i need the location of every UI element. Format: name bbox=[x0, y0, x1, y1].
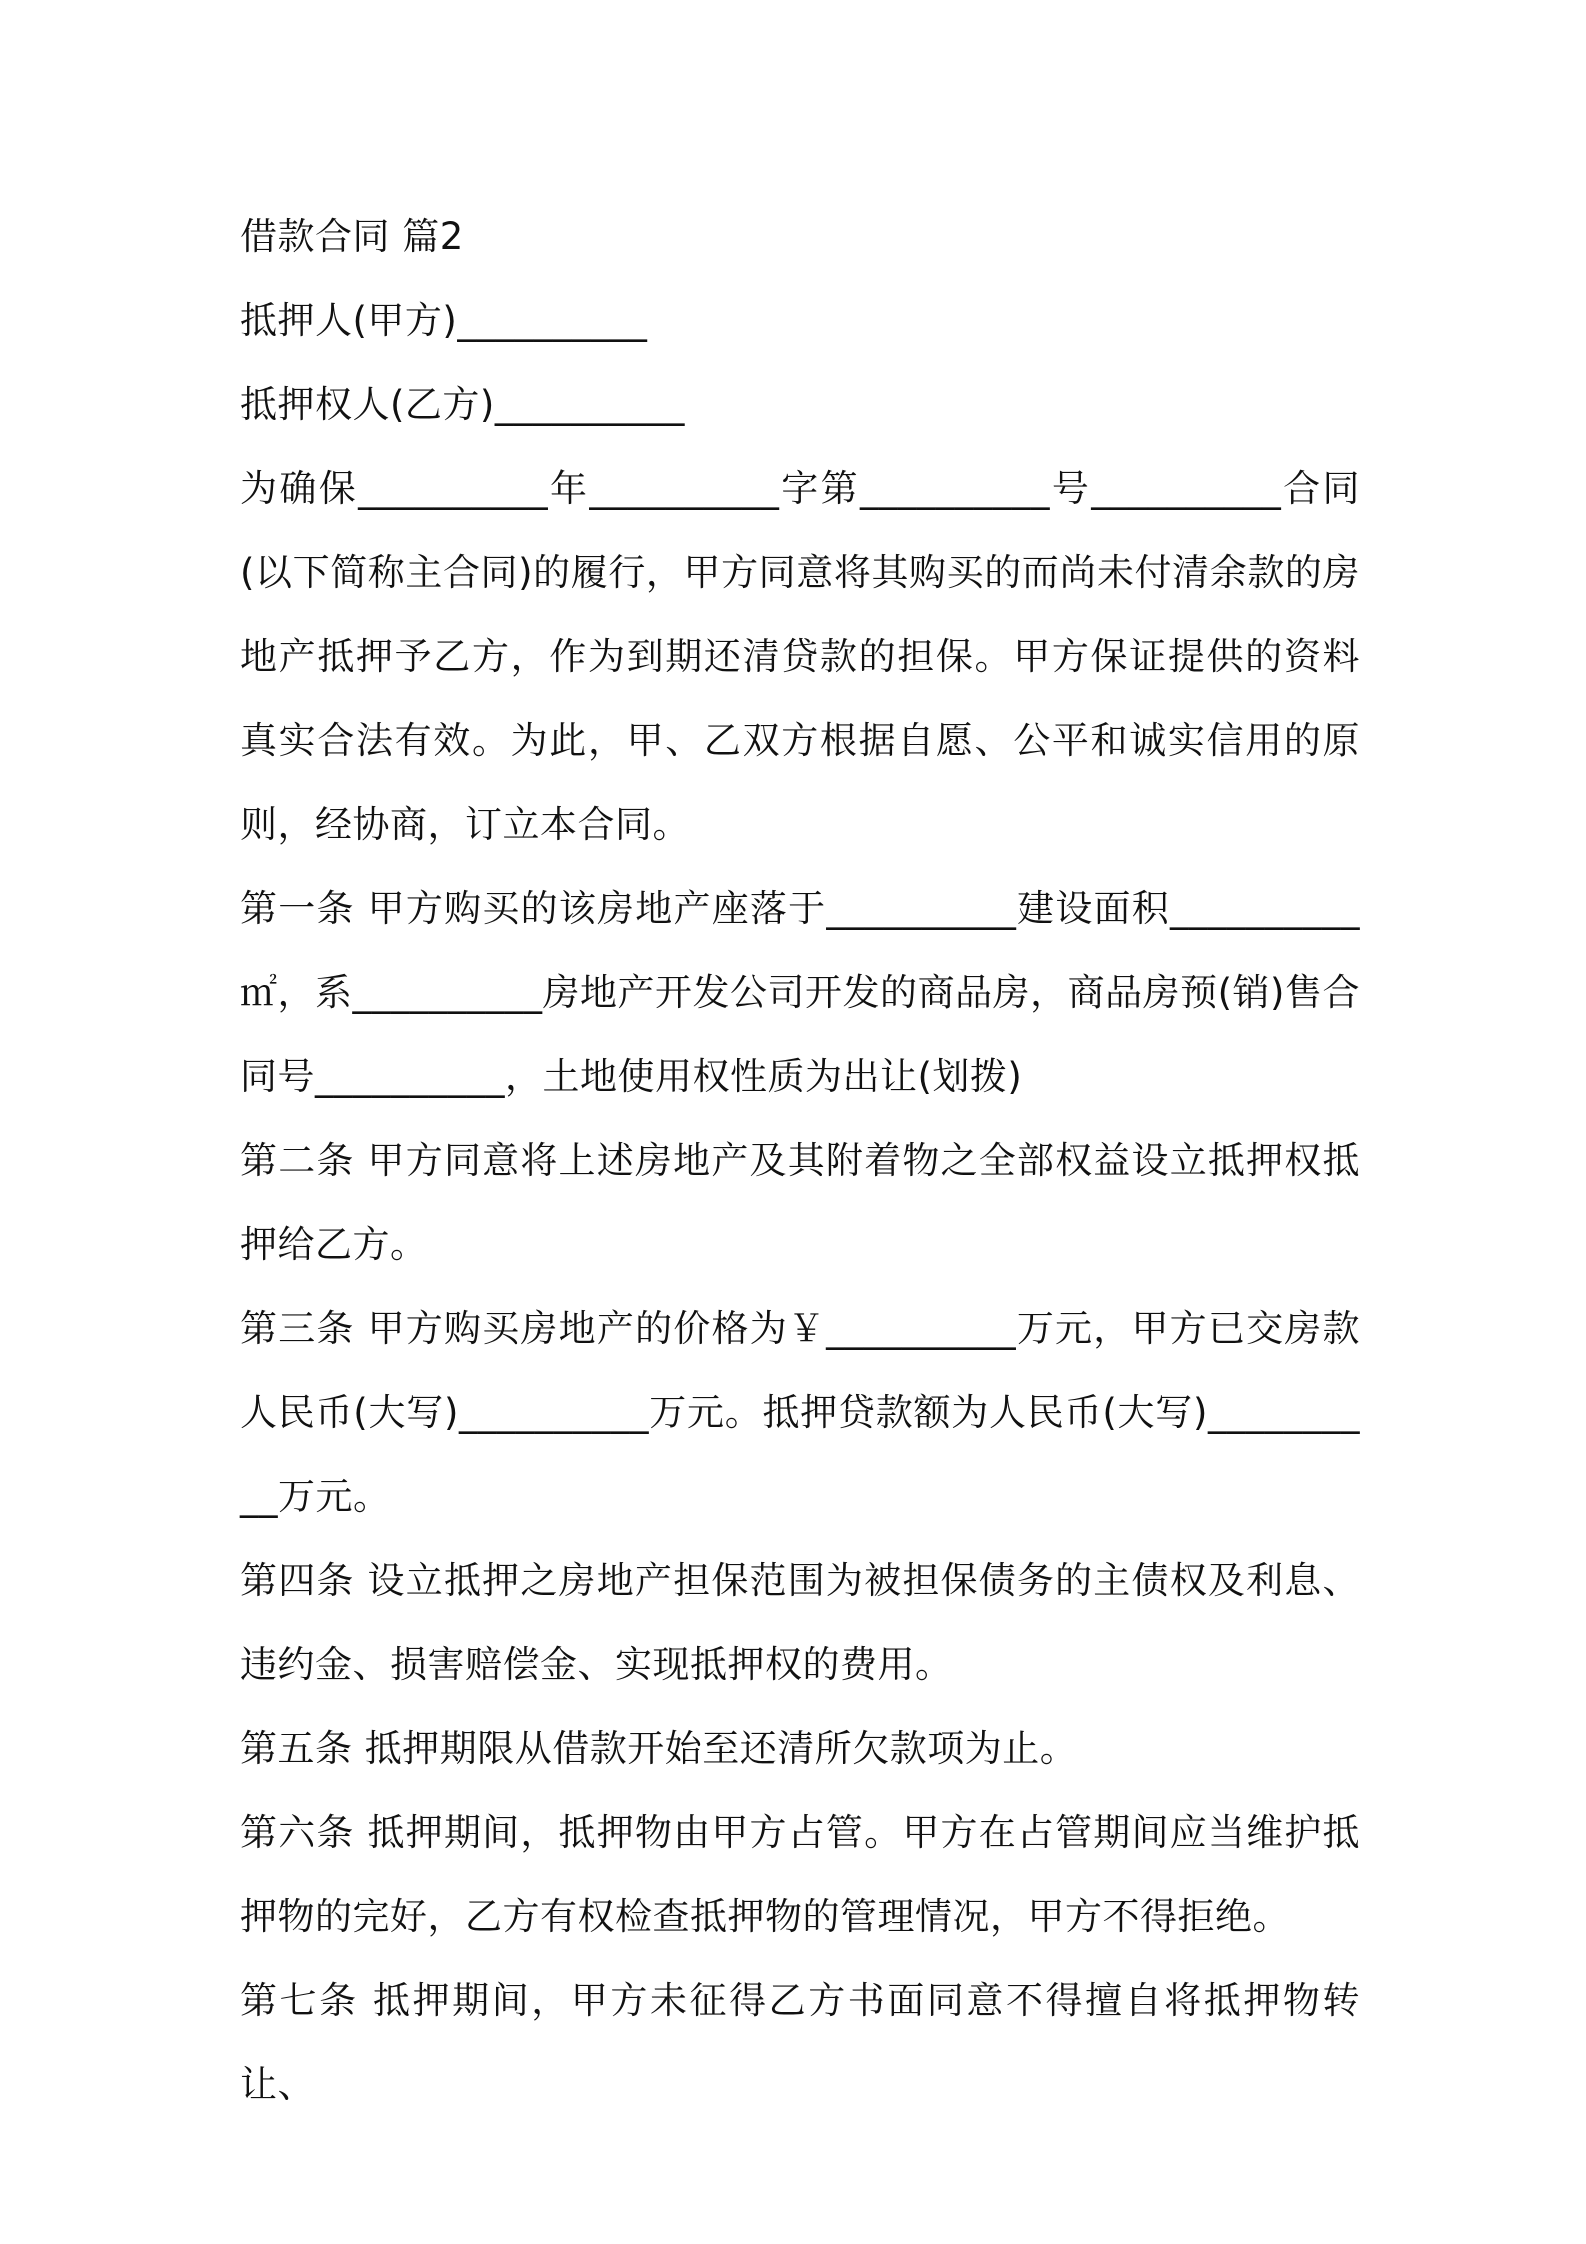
document-body bbox=[240, 195, 1360, 2127]
document-title: 借款合同 篇2 bbox=[240, 215, 464, 258]
preamble-paragraph: 为确保__________年__________字第__________号__________合同(以下简称主合同)的履行，甲方同意将其购买的而尚未付清余款的房地产抵押予乙方，作为到期还清贷款的担保。甲方保证提供的资料真实合法有效。为此，甲、乙双方根据自愿、公平和诚实信用的原则，经协商，订立本合同。 bbox=[240, 467, 1360, 846]
article-1: 第一条 甲方购买的该房地产座落于__________建设面积__________㎡，系__________房地产开发公司开发的商品房，商品房预(销)售合同号__________，土地使用权性质为出让(划拨) bbox=[240, 887, 1360, 1098]
article-7: 第七条 抵押期间，甲方未征得乙方书面同意不得擅自将抵押物转让、 bbox=[240, 1979, 1360, 2106]
article-6: 第六条 抵押期间，抵押物由甲方占管。甲方在占管期间应当维护抵押物的完好，乙方有权检查抵押物的管理情况，甲方不得拒绝。 bbox=[240, 1811, 1360, 1938]
article-2: 第二条 甲方同意将上述房地产及其附着物之全部权益设立抵押权抵押给乙方。 bbox=[240, 1139, 1360, 1266]
article-3: 第三条 甲方购买房地产的价格为￥__________万元，甲方已交房款人民币(大写)__________万元。抵押贷款额为人民币(大写)__________万元。 bbox=[240, 1307, 1360, 1518]
article-5: 第五条 抵押期限从借款开始至还清所欠款项为止。 bbox=[240, 1727, 1078, 1770]
article-4: 第四条 设立抵押之房地产担保范围为被担保债务的主债权及利息、违约金、损害赔偿金、实现抵押权的费用。 bbox=[240, 1559, 1360, 1686]
mortgagee-line: 抵押权人(乙方)__________ bbox=[240, 383, 685, 426]
mortgagor-line: 抵押人(甲方)__________ bbox=[240, 299, 648, 342]
